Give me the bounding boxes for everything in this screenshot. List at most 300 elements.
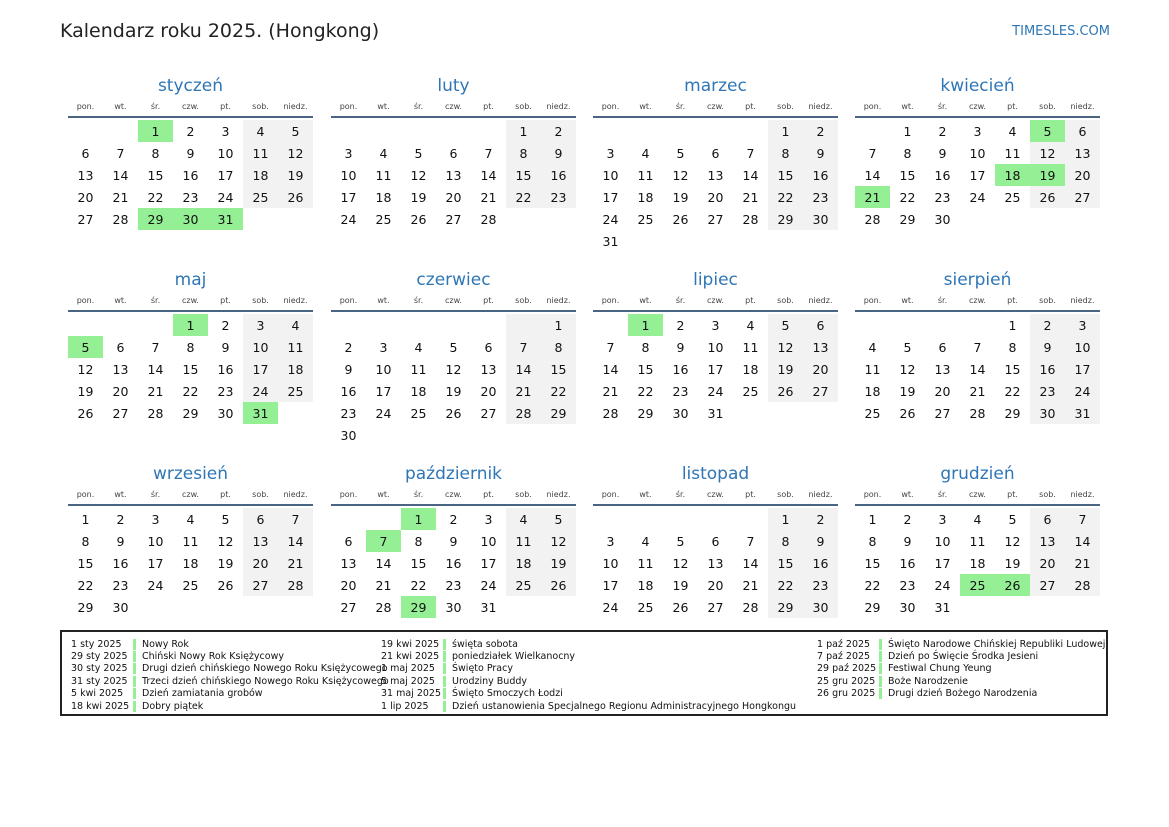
weekday-label: sob. [515,490,532,499]
site-link[interactable]: TIMESLES.COM [1012,24,1110,39]
legend-item [381,700,796,712]
month-name: marzec [684,76,747,96]
day-cell: 26 [899,405,916,421]
empty-cell [366,508,401,530]
empty-cell [995,208,1030,230]
month-name: luty [437,76,470,96]
empty-cell [471,424,506,446]
day-cell: 28 [278,574,313,596]
day-cell: 16 [672,361,689,377]
day-cell: 19 [77,383,94,399]
day-cell: 25 [410,405,427,421]
day-grid [68,508,313,618]
empty-cell [366,424,401,446]
day-cell: 26 [995,574,1030,596]
day-cell: 31 [934,599,951,615]
day-cell: 12 [445,361,462,377]
weekday-label: pon. [863,296,882,305]
empty-cell [1030,208,1065,230]
empty-cell [628,508,663,530]
legend-marker [879,651,882,662]
day-cell: 21 [375,577,392,593]
day-cell: 26 [672,599,689,615]
empty-cell [331,508,366,530]
day-cell: 25 [375,211,392,227]
day-cell: 1 [81,511,90,527]
day-cell: 9 [116,533,125,549]
empty-cell [1030,596,1065,618]
day-cell: 24 [375,405,392,421]
weekday-label: pon. [76,490,95,499]
legend-date: 29 sty 2025 [71,651,128,663]
month-calendar [68,269,313,424]
weekday-label: sob. [777,490,794,499]
weekday-label: śr. [150,296,161,305]
day-cell: 2 [541,120,576,142]
day-cell: 17 [340,189,357,205]
legend-item [381,675,796,687]
day-cell: 7 [1065,508,1100,530]
day-cell: 19 [410,189,427,205]
day-cell: 22 [768,574,803,596]
day-cell: 4 [506,508,541,530]
day-cell: 14 [864,167,881,183]
month-name: czerwiec [416,270,491,290]
day-cell: 26 [77,405,94,421]
legend-marker [133,676,136,687]
day-cell: 9 [803,530,838,552]
day-cell: 2 [344,339,353,355]
day-cell: 20 [445,189,462,205]
day-cell: 5 [449,339,458,355]
legend-date: 21 kwi 2025 [381,651,440,663]
day-cell: 2 [938,123,947,139]
day-cell: 11 [278,336,313,358]
empty-cell [960,596,995,618]
day-cell: 11 [243,142,278,164]
day-cell: 6 [243,508,278,530]
weekday-header [593,488,838,506]
empty-cell [331,314,366,336]
weekday-label: śr. [675,102,686,111]
day-cell: 5 [1030,120,1065,142]
legend-date: 30 sty 2025 [71,663,128,675]
day-cell: 19 [672,577,689,593]
day-cell: 27 [112,405,129,421]
day-cell: 5 [676,145,685,161]
day-cell: 6 [484,339,493,355]
weekday-header [855,488,1100,506]
day-cell: 14 [742,555,759,571]
legend-item [71,688,389,700]
day-cell: 21 [278,552,313,574]
day-cell: 1 [401,508,436,530]
day-cell: 15 [77,555,94,571]
day-cell: 12 [768,336,803,358]
day-cell: 15 [768,164,803,186]
day-cell: 2 [1030,314,1065,336]
day-cell: 22 [1004,383,1021,399]
day-cell: 25 [864,405,881,421]
day-cell: 11 [410,361,427,377]
day-cell: 10 [217,145,234,161]
weekday-label: czw. [182,296,199,305]
day-cell: 21 [1065,552,1100,574]
day-cell: 10 [969,145,986,161]
day-cell: 27 [445,211,462,227]
weekday-label: niedz. [283,296,308,305]
legend-item [71,663,389,675]
day-cell: 26 [217,577,234,593]
day-cell: 20 [112,383,129,399]
day-cell: 4 [746,317,755,333]
month-calendar [68,75,313,230]
day-cell: 18 [182,555,199,571]
weekday-label: czw. [707,102,724,111]
day-cell: 17 [1065,358,1100,380]
legend-item [817,663,1105,675]
day-cell: 6 [1030,508,1065,530]
day-cell: 25 [960,574,995,596]
day-cell: 15 [899,167,916,183]
legend-marker [879,639,882,650]
weekday-label: sob. [252,296,269,305]
weekday-label: wt. [377,102,390,111]
day-cell: 22 [410,577,427,593]
day-cell: 3 [151,511,160,527]
day-cell: 2 [803,508,838,530]
weekday-label: czw. [707,296,724,305]
day-cell: 15 [506,164,541,186]
day-cell: 13 [243,530,278,552]
day-cell: 31 [208,208,243,230]
weekday-label: pon. [339,296,358,305]
legend-date: 5 kwi 2025 [71,688,124,700]
day-cell: 20 [1065,164,1100,186]
day-cell: 9 [541,142,576,164]
weekday-label: pon. [863,102,882,111]
day-cell: 17 [707,361,724,377]
legend-marker [443,676,446,687]
day-cell: 1 [903,123,912,139]
day-cell: 6 [344,533,353,549]
month-calendar [855,463,1100,618]
weekday-label: sob. [1039,490,1056,499]
weekday-label: niedz. [1070,490,1095,499]
day-cell: 13 [707,167,724,183]
day-cell: 29 [541,402,576,424]
month-name: styczeń [157,76,224,96]
day-cell: 27 [803,380,838,402]
legend-date: 1 maj 2025 [381,663,435,675]
day-cell: 1 [138,120,173,142]
weekday-label: sob. [252,102,269,111]
day-cell: 30 [934,211,951,227]
day-cell: 27 [1030,574,1065,596]
day-cell: 27 [77,211,94,227]
day-cell: 4 [379,145,388,161]
day-cell: 4 [973,511,982,527]
day-cell: 24 [969,189,986,205]
day-cell: 28 [742,211,759,227]
legend-name: Urodziny Buddy [452,675,528,687]
day-cell: 19 [445,383,462,399]
weekday-header [331,100,576,118]
month-name: sierpień [943,270,1012,290]
day-cell: 11 [864,361,881,377]
day-cell: 22 [899,189,916,205]
day-cell: 29 [138,208,173,230]
day-cell: 5 [414,145,423,161]
day-cell: 22 [182,383,199,399]
empty-cell [506,314,541,336]
day-cell: 8 [506,142,541,164]
legend-name: Dobry piątek [142,700,204,712]
legend-name: Święto Pracy [452,663,513,675]
day-cell: 21 [147,383,164,399]
day-cell: 27 [340,599,357,615]
day-cell: 17 [602,577,619,593]
empty-cell [138,314,173,336]
legend-marker [133,701,136,712]
day-cell: 15 [541,358,576,380]
day-cell: 4 [641,533,650,549]
day-cell: 5 [541,508,576,530]
day-cell: 23 [112,577,129,593]
day-cell: 28 [602,405,619,421]
day-cell: 17 [934,555,951,571]
day-cell: 22 [147,189,164,205]
day-cell: 27 [480,405,497,421]
empty-cell [925,314,960,336]
weekday-label: wt. [114,296,127,305]
day-cell: 21 [855,186,890,208]
day-cell: 15 [147,167,164,183]
weekday-label: niedz. [808,490,833,499]
day-cell: 21 [112,189,129,205]
day-cell: 10 [147,533,164,549]
day-cell: 5 [278,120,313,142]
empty-cell [593,508,628,530]
day-cell: 29 [864,599,881,615]
day-cell: 1 [768,120,803,142]
weekday-label: niedz. [1070,102,1095,111]
empty-cell [593,120,628,142]
weekday-label: niedz. [808,296,833,305]
day-cell: 14 [278,530,313,552]
day-cell: 9 [676,339,685,355]
day-cell: 3 [243,314,278,336]
weekday-label: niedz. [283,102,308,111]
day-cell: 13 [480,361,497,377]
day-cell: 13 [1065,142,1100,164]
day-cell: 30 [217,405,234,421]
month-calendar [331,75,576,230]
day-cell: 25 [182,577,199,593]
legend-name: Drugi dzień Bożego Narodzenia [888,688,1038,700]
day-cell: 4 [868,339,877,355]
weekday-label: czw. [182,102,199,111]
day-cell: 18 [969,555,986,571]
day-cell: 28 [375,599,392,615]
legend-item [817,688,1105,700]
day-cell: 15 [410,555,427,571]
empty-cell [541,596,576,618]
day-cell: 3 [221,123,230,139]
day-cell: 13 [340,555,357,571]
day-cell: 10 [602,167,619,183]
legend-item [381,688,796,700]
legend-item [71,675,389,687]
legend-name: Dzień ustanowienia Specjalnego Regionu Administracyjnego Hongkongu [452,700,797,712]
weekday-label: pon. [601,102,620,111]
day-cell: 14 [147,361,164,377]
weekday-label: pon. [601,490,620,499]
day-grid [593,314,838,424]
day-cell: 3 [344,145,353,161]
day-cell: 8 [903,145,912,161]
day-cell: 1 [541,314,576,336]
weekday-label: wt. [901,102,914,111]
empty-cell [698,508,733,530]
legend-marker [443,701,446,712]
empty-cell [768,230,803,252]
legend-marker [133,651,136,662]
legend-marker [443,663,446,674]
day-cell: 21 [480,189,497,205]
weekday-label: sob. [515,296,532,305]
day-cell: 29 [77,599,94,615]
day-cell: 7 [868,145,877,161]
legend-item [817,675,1105,687]
empty-cell [663,120,698,142]
day-cell: 20 [77,189,94,205]
day-cell: 26 [278,186,313,208]
day-cell: 9 [1030,336,1065,358]
weekday-label: sob. [252,490,269,499]
day-cell: 29 [637,405,654,421]
empty-cell [663,508,698,530]
empty-cell [278,402,313,424]
legend-date: 7 paź 2025 [817,651,871,663]
weekday-label: pon. [601,296,620,305]
empty-cell [663,230,698,252]
day-cell: 15 [637,361,654,377]
weekday-label: wt. [114,102,127,111]
day-cell: 24 [1065,380,1100,402]
weekday-label: pon. [339,490,358,499]
weekday-label: sob. [1039,296,1056,305]
weekday-header [855,294,1100,312]
day-cell: 1 [768,508,803,530]
weekday-label: pon. [76,296,95,305]
day-cell: 24 [480,577,497,593]
empty-cell [855,120,890,142]
day-cell: 23 [445,577,462,593]
day-grid [593,508,838,618]
month-calendar [331,269,576,446]
weekday-label: pt. [483,102,494,111]
legend-item [381,650,796,662]
day-cell: 19 [768,358,803,380]
day-cell: 22 [864,577,881,593]
day-cell: 6 [81,145,90,161]
day-cell: 17 [602,189,619,205]
day-cell: 22 [506,186,541,208]
day-cell: 3 [1065,314,1100,336]
day-cell: 9 [903,533,912,549]
day-cell: 28 [1065,574,1100,596]
day-cell: 18 [278,358,313,380]
day-cell: 10 [243,336,278,358]
day-cell: 2 [116,511,125,527]
day-cell: 7 [116,145,125,161]
weekday-label: śr. [150,102,161,111]
day-cell: 2 [449,511,458,527]
day-cell: 6 [449,145,458,161]
day-cell: 4 [1008,123,1017,139]
day-cell: 12 [217,533,234,549]
legend-marker [443,651,446,662]
day-cell: 27 [243,574,278,596]
day-cell: 27 [1065,186,1100,208]
day-cell: 20 [803,358,838,380]
legend-date: 1 lip 2025 [381,700,429,712]
day-cell: 17 [243,358,278,380]
weekday-label: wt. [377,490,390,499]
empty-cell [436,314,471,336]
day-cell: 6 [803,314,838,336]
day-cell: 27 [707,599,724,615]
empty-cell [733,402,768,424]
month-calendar [855,269,1100,424]
day-cell: 22 [637,383,654,399]
weekday-header [68,100,313,118]
weekday-label: czw. [707,490,724,499]
month-calendar [68,463,313,618]
weekday-label: śr. [413,102,424,111]
day-cell: 11 [742,339,759,355]
empty-cell [68,120,103,142]
day-cell: 28 [112,211,129,227]
day-cell: 11 [506,530,541,552]
weekday-label: niedz. [546,102,571,111]
day-cell: 11 [637,167,654,183]
weekday-label: pt. [745,296,756,305]
weekday-label: czw. [445,296,462,305]
legend-name: Festiwal Chung Yeung [888,663,992,675]
legend-name: Święto Narodowe Chińskiej Republiki Ludowej [888,638,1106,650]
day-cell: 14 [742,167,759,183]
empty-cell [506,596,541,618]
page-title: Kalendarz roku 2025. (Hongkong) [60,20,380,42]
day-cell: 13 [445,167,462,183]
weekday-label: śr. [937,102,948,111]
day-cell: 18 [375,189,392,205]
day-cell: 28 [742,599,759,615]
legend-item [71,700,389,712]
weekday-label: czw. [969,296,986,305]
empty-cell [243,208,278,230]
weekday-label: niedz. [546,296,571,305]
day-cell: 29 [1004,405,1021,421]
legend-name: Chiński Nowy Rok Księżycowy [142,651,284,663]
weekday-header [593,100,838,118]
day-cell: 26 [1030,186,1065,208]
empty-cell [506,208,541,230]
legend-marker [133,639,136,650]
day-cell: 7 [746,533,755,549]
